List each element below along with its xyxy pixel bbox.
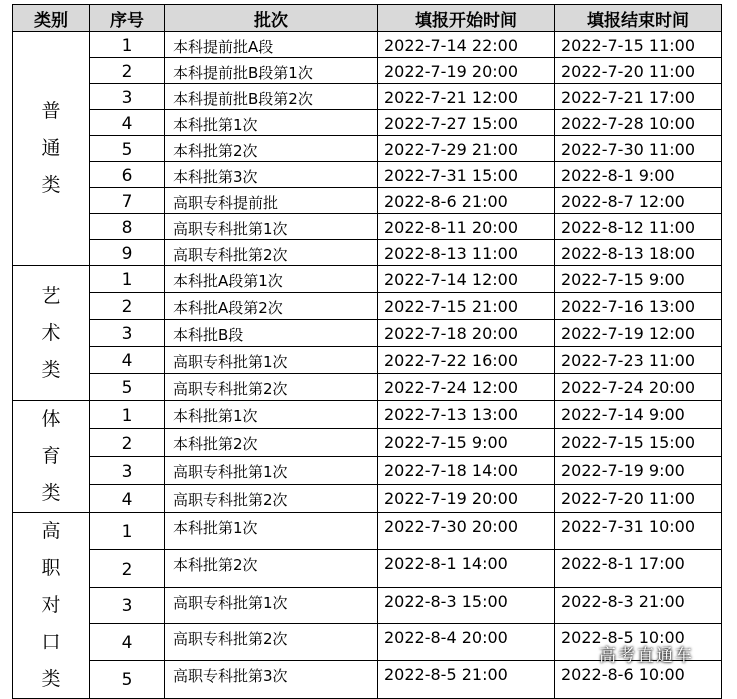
table-body (13, 32, 722, 699)
start-time-cell: 2022-7-19 20:00 (378, 485, 555, 513)
category-char: 对 (41, 594, 61, 616)
number-cell: 1 (90, 513, 165, 550)
watermark: 高考直通车 (599, 646, 694, 666)
end-time-cell: 2022-7-15 11:00 (555, 32, 722, 58)
number-cell: 3 (90, 457, 165, 485)
batch-cell: 高职专科批第1次 (165, 457, 378, 485)
end-time-cell: 2022-7-19 9:00 (555, 457, 722, 485)
start-time-cell: 2022-7-22 16:00 (378, 347, 555, 374)
number-cell: 6 (90, 162, 165, 188)
batch-cell: 高职专科批第1次 (165, 347, 378, 374)
batch-cell: 高职专科批第2次 (165, 374, 378, 401)
batch-cell: 本科批第1次 (165, 110, 378, 136)
batch-cell: 本科批第1次 (165, 401, 378, 429)
end-time-cell: 2022-7-21 17:00 (555, 84, 722, 110)
category-cell (13, 513, 90, 699)
start-time-cell: 2022-7-14 12:00 (378, 266, 555, 293)
start-time-cell: 2022-7-15 9:00 (378, 429, 555, 457)
number-cell: 2 (90, 549, 165, 587)
end-time-cell: 2022-8-1 9:00 (555, 162, 722, 188)
batch-cell: 高职专科批第1次 (165, 588, 378, 624)
table-row (13, 84, 722, 110)
number-cell: 9 (90, 240, 165, 266)
category-char: 术 (41, 321, 61, 344)
start-time-cell: 2022-7-19 20:00 (378, 58, 555, 84)
table-header (13, 5, 722, 32)
number-cell: 7 (90, 188, 165, 214)
table-row (13, 162, 722, 188)
batch-cell: 本科批A段第1次 (165, 266, 378, 293)
table-row (13, 374, 722, 401)
end-time-cell: 2022-7-20 11:00 (555, 58, 722, 84)
start-time-cell: 2022-7-29 21:00 (378, 136, 555, 162)
start-time-cell: 2022-7-21 12:00 (378, 84, 555, 110)
start-time-cell: 2022-7-27 15:00 (378, 110, 555, 136)
category-char: 通 (41, 137, 61, 159)
table-row (13, 513, 722, 550)
end-time-cell: 2022-8-6 10:00 (555, 660, 722, 698)
number-cell: 8 (90, 214, 165, 240)
end-time-cell: 2022-7-31 10:00 (555, 513, 722, 550)
batch-cell: 高职专科批第3次 (165, 660, 378, 698)
table-row (13, 32, 722, 58)
table-row (13, 347, 722, 374)
start-time-cell: 2022-8-4 20:00 (378, 623, 555, 660)
end-time-cell: 2022-8-5 10:00 (555, 623, 722, 660)
start-time-cell: 2022-8-5 21:00 (378, 660, 555, 698)
number-cell: 3 (90, 84, 165, 110)
table-row (13, 457, 722, 485)
end-time-cell: 2022-7-23 11:00 (555, 347, 722, 374)
schedule-table (12, 4, 722, 699)
end-time-cell: 2022-7-30 11:00 (555, 136, 722, 162)
table-row (13, 429, 722, 457)
end-time-cell: 2022-8-7 12:00 (555, 188, 722, 214)
number-cell: 2 (90, 429, 165, 457)
batch-cell: 本科提前批B段第1次 (165, 58, 378, 84)
number-cell: 4 (90, 347, 165, 374)
number-cell: 4 (90, 110, 165, 136)
batch-cell: 本科批A段第2次 (165, 293, 378, 320)
number-cell: 2 (90, 293, 165, 320)
category-char: 艺 (41, 284, 61, 307)
start-time-cell: 2022-7-18 14:00 (378, 457, 555, 485)
table-row (13, 293, 722, 320)
table-row (13, 136, 722, 162)
category-char: 类 (41, 174, 61, 196)
category-char: 职 (41, 557, 61, 579)
start-time-cell: 2022-8-3 15:00 (378, 588, 555, 624)
end-time-cell: 2022-7-15 9:00 (555, 266, 722, 293)
number-cell: 5 (90, 660, 165, 698)
category-cell (13, 32, 90, 266)
category-char: 普 (41, 100, 61, 122)
table-row (13, 214, 722, 240)
batch-cell: 本科批第1次 (165, 513, 378, 550)
number-cell: 4 (90, 485, 165, 513)
table-row (13, 401, 722, 429)
number-cell: 2 (90, 58, 165, 84)
batch-cell: 高职专科批第2次 (165, 485, 378, 513)
end-time-cell: 2022-8-3 21:00 (555, 588, 722, 624)
start-time-cell: 2022-7-30 20:00 (378, 513, 555, 550)
start-time-cell: 2022-7-14 22:00 (378, 32, 555, 58)
number-cell: 3 (90, 588, 165, 624)
start-time-cell: 2022-8-1 14:00 (378, 549, 555, 587)
end-time-cell: 2022-7-20 11:00 (555, 485, 722, 513)
batch-cell: 高职专科批第2次 (165, 623, 378, 660)
table-row (13, 588, 722, 624)
start-time-cell: 2022-8-11 20:00 (378, 214, 555, 240)
table-row (13, 58, 722, 84)
header-batch: 批次 (165, 5, 378, 32)
batch-cell: 高职专科提前批 (165, 188, 378, 214)
batch-cell: 本科提前批B段第2次 (165, 84, 378, 110)
table-row (13, 110, 722, 136)
batch-cell: 本科提前批A段 (165, 32, 378, 58)
number-cell: 5 (90, 136, 165, 162)
number-cell: 1 (90, 32, 165, 58)
start-time-cell: 2022-8-13 11:00 (378, 240, 555, 266)
end-time-cell: 2022-8-12 11:00 (555, 214, 722, 240)
start-time-cell: 2022-7-24 12:00 (378, 374, 555, 401)
batch-cell: 本科批第2次 (165, 549, 378, 587)
header-end-time: 填报结束时间 (555, 5, 722, 32)
category-char: 育 (41, 445, 61, 467)
table-row (13, 188, 722, 214)
category-char: 体 (41, 408, 61, 430)
batch-cell: 本科批B段 (165, 320, 378, 347)
number-cell: 4 (90, 623, 165, 660)
header-category: 类别 (13, 5, 90, 32)
number-cell: 3 (90, 320, 165, 347)
end-time-cell: 2022-7-16 13:00 (555, 293, 722, 320)
end-time-cell: 2022-8-1 17:00 (555, 549, 722, 587)
end-time-cell: 2022-8-13 18:00 (555, 240, 722, 266)
batch-cell: 本科批第2次 (165, 136, 378, 162)
number-cell: 5 (90, 374, 165, 401)
header-start-time: 填报开始时间 (378, 5, 555, 32)
header-number: 序号 (90, 5, 165, 32)
category-char: 口 (41, 631, 61, 653)
start-time-cell: 2022-7-13 13:00 (378, 401, 555, 429)
end-time-cell: 2022-7-19 12:00 (555, 320, 722, 347)
category-cell (13, 266, 90, 401)
category-cell (13, 401, 90, 513)
category-char: 类 (41, 668, 61, 690)
table-row (13, 485, 722, 513)
number-cell: 1 (90, 266, 165, 293)
table-row (13, 266, 722, 293)
start-time-cell: 2022-7-31 15:00 (378, 162, 555, 188)
start-time-cell: 2022-7-15 21:00 (378, 293, 555, 320)
batch-cell: 高职专科批第1次 (165, 214, 378, 240)
end-time-cell: 2022-7-28 10:00 (555, 110, 722, 136)
end-time-cell: 2022-7-15 15:00 (555, 429, 722, 457)
table-row (13, 549, 722, 587)
start-time-cell: 2022-8-6 21:00 (378, 188, 555, 214)
number-cell: 1 (90, 401, 165, 429)
end-time-cell: 2022-7-24 20:00 (555, 374, 722, 401)
category-char: 类 (41, 482, 61, 504)
table-row (13, 320, 722, 347)
header-row (13, 5, 722, 32)
category-char: 高 (41, 520, 61, 542)
batch-cell: 高职专科批第2次 (165, 240, 378, 266)
category-char: 类 (41, 358, 61, 381)
batch-cell: 本科批第3次 (165, 162, 378, 188)
table-row (13, 240, 722, 266)
end-time-cell: 2022-7-14 9:00 (555, 401, 722, 429)
start-time-cell: 2022-7-18 20:00 (378, 320, 555, 347)
batch-cell: 本科批第2次 (165, 429, 378, 457)
